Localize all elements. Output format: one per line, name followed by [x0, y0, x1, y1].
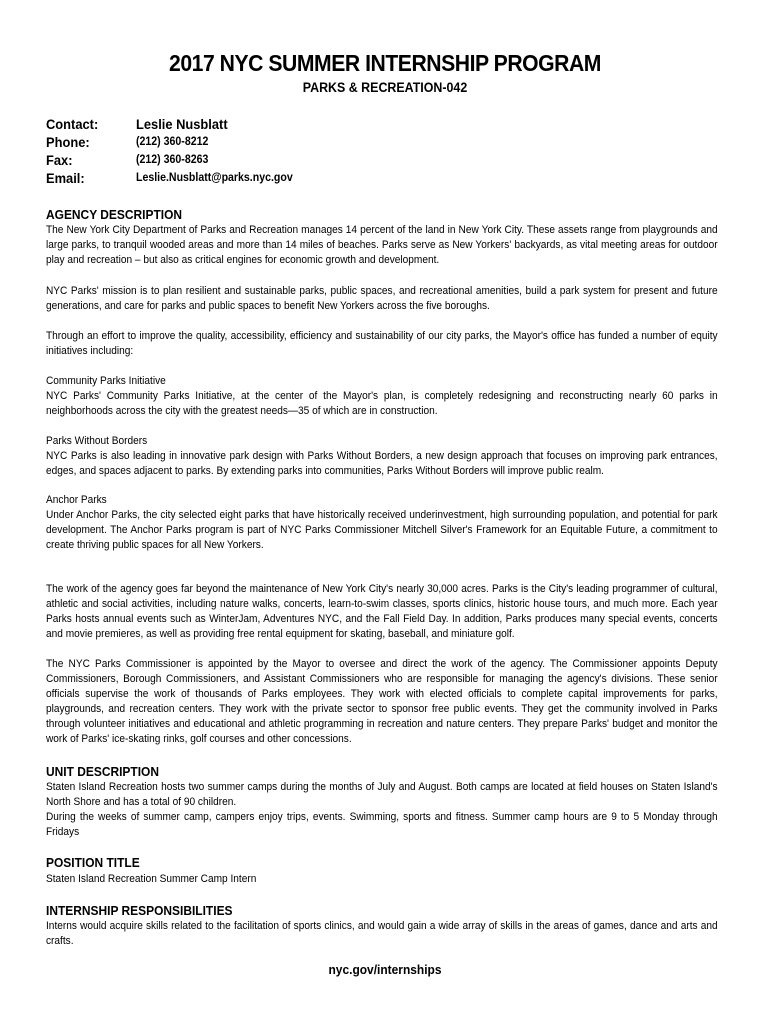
unit-description-text-1: Staten Island Recreation hosts two summer camps during the months of July and August. Both camps are located at field houses on Staten Island's North Shore and has a total of 90 children.: [46, 781, 718, 808]
agency-paragraph-5: The NYC Parks Commissioner is appointed by the Mayor to oversee and direct the work of the agency. The Commissioner appoints Deputy Commissioners, Borough Commissioners, and Assistant Commissioners who are responsible for managing the agency's divisions. These senior officials supervise the work of thousands of Parks employees. They work with elected officials to complete capital improvements for parks, playgrounds, and recreation centers. They work with the private sector to sponsor free public events. They get the community involved in Parks through volunteer initiatives and educational and athletic programming in recreation and nature centers. They prepare Parks' budget and monitor the work of Parks' ice-skating rinks, golf courses and other concessions.: [46, 658, 718, 745]
email-value[interactable]: Leslie.Nusblatt@parks.nyc.gov: [136, 172, 293, 184]
community-parks-title: Community Parks Initiative: [46, 375, 166, 387]
internship-responsibilities-text: Interns would acquire skills related to the facilitation of sports clinics, and would gain a wide array of skills in the areas of games, dance and arts and crafts.: [46, 920, 718, 947]
unit-description-heading: UNIT DESCRIPTION: [46, 764, 159, 779]
phone-label: Phone:: [46, 134, 90, 150]
anchor-parks-text: Under Anchor Parks, the city selected eight parks that have historically received underinvestment, high surrounding population, and potential for park development. The Anchor Parks program is part of NYC Parks Commissioner Mitchell Silver's Framework for an Equitable Future, a commitment to create thriving public spaces for all New Yorkers.: [46, 509, 718, 551]
parks-without-borders-title: Parks Without Borders: [46, 435, 148, 447]
internship-responsibilities-heading: INTERNSHIP RESPONSIBILITIES: [46, 903, 233, 918]
agency-paragraph-1: The New York City Department of Parks and Recreation manages 14 percent of the land in New York City. These assets range from playgrounds and large parks, to tranquil wooded areas and more than 14 miles of beaches. Parks serve as New Yorkers' backyards, as vital meeting areas for outdoor play and recreation – but also as critical engines for economic growth and development.: [46, 224, 718, 266]
agency-paragraph-4: The work of the agency goes far beyond the maintenance of New York City's nearly 30,000 acres. Parks is the City's leading programmer of cultural, athletic and social activities, including nature walks, concerts, learn-to-swim classes, sports clinics, historic house tours, and much more. Each year Parks hosts annual events such as WinterJam, Adventures NYC, and the Fall Field Day. In addition, Parks produces many special events, concerts and movie premieres, as well as providing free rental equipment for skating, baseball, and miniature golf.: [46, 583, 718, 640]
phone-value: (212) 360-8212: [136, 136, 209, 148]
footer-link[interactable]: nyc.gov/internships: [328, 962, 442, 977]
parks-without-borders-text: NYC Parks is also leading in innovative park design with Parks Without Borders, a new design approach that focuses on improving park entrances, edges, and spaces adjacent to parks. By extending parks into communities, Parks Without Borders will improve public realm.: [46, 450, 718, 477]
position-title-heading: POSITION TITLE: [46, 855, 140, 870]
contact-label: Contact:: [46, 116, 99, 132]
email-label: Email:: [46, 170, 85, 186]
page-subtitle: PARKS & RECREATION-042: [302, 80, 468, 95]
position-title-text: Staten Island Recreation Summer Camp Intern: [46, 873, 257, 885]
page-title: 2017 NYC SUMMER INTERNSHIP PROGRAM: [169, 50, 601, 76]
anchor-parks-title: Anchor Parks: [46, 494, 107, 506]
agency-description-heading: AGENCY DESCRIPTION: [46, 207, 183, 222]
contact-name: Leslie Nusblatt: [136, 116, 228, 132]
agency-paragraph-3: Through an effort to improve the quality, accessibility, efficiency and sustainability of our city parks, the Mayor's office has funded a number of equity initiatives including:: [46, 330, 718, 357]
unit-description-text-2: During the weeks of summer camp, campers enjoy trips, events. Swimming, sports and fitness. Summer camp hours are 9 to 5 Monday through Fridays: [46, 811, 718, 838]
agency-paragraph-2: NYC Parks' mission is to plan resilient and sustainable parks, public spaces, and recreational amenities, build a park system for present and future generations, and care for parks and public spaces to benefit New Yorkers across the five boroughs.: [46, 285, 718, 312]
fax-label: Fax:: [46, 152, 73, 168]
community-parks-text: NYC Parks' Community Parks Initiative, at the center of the Mayor's plan, is completely redesigning and reconstructing nearly 60 parks in neighborhoods across the city with the greatest needs—35 of which are in construction.: [46, 390, 718, 417]
fax-value: (212) 360-8263: [136, 154, 209, 166]
